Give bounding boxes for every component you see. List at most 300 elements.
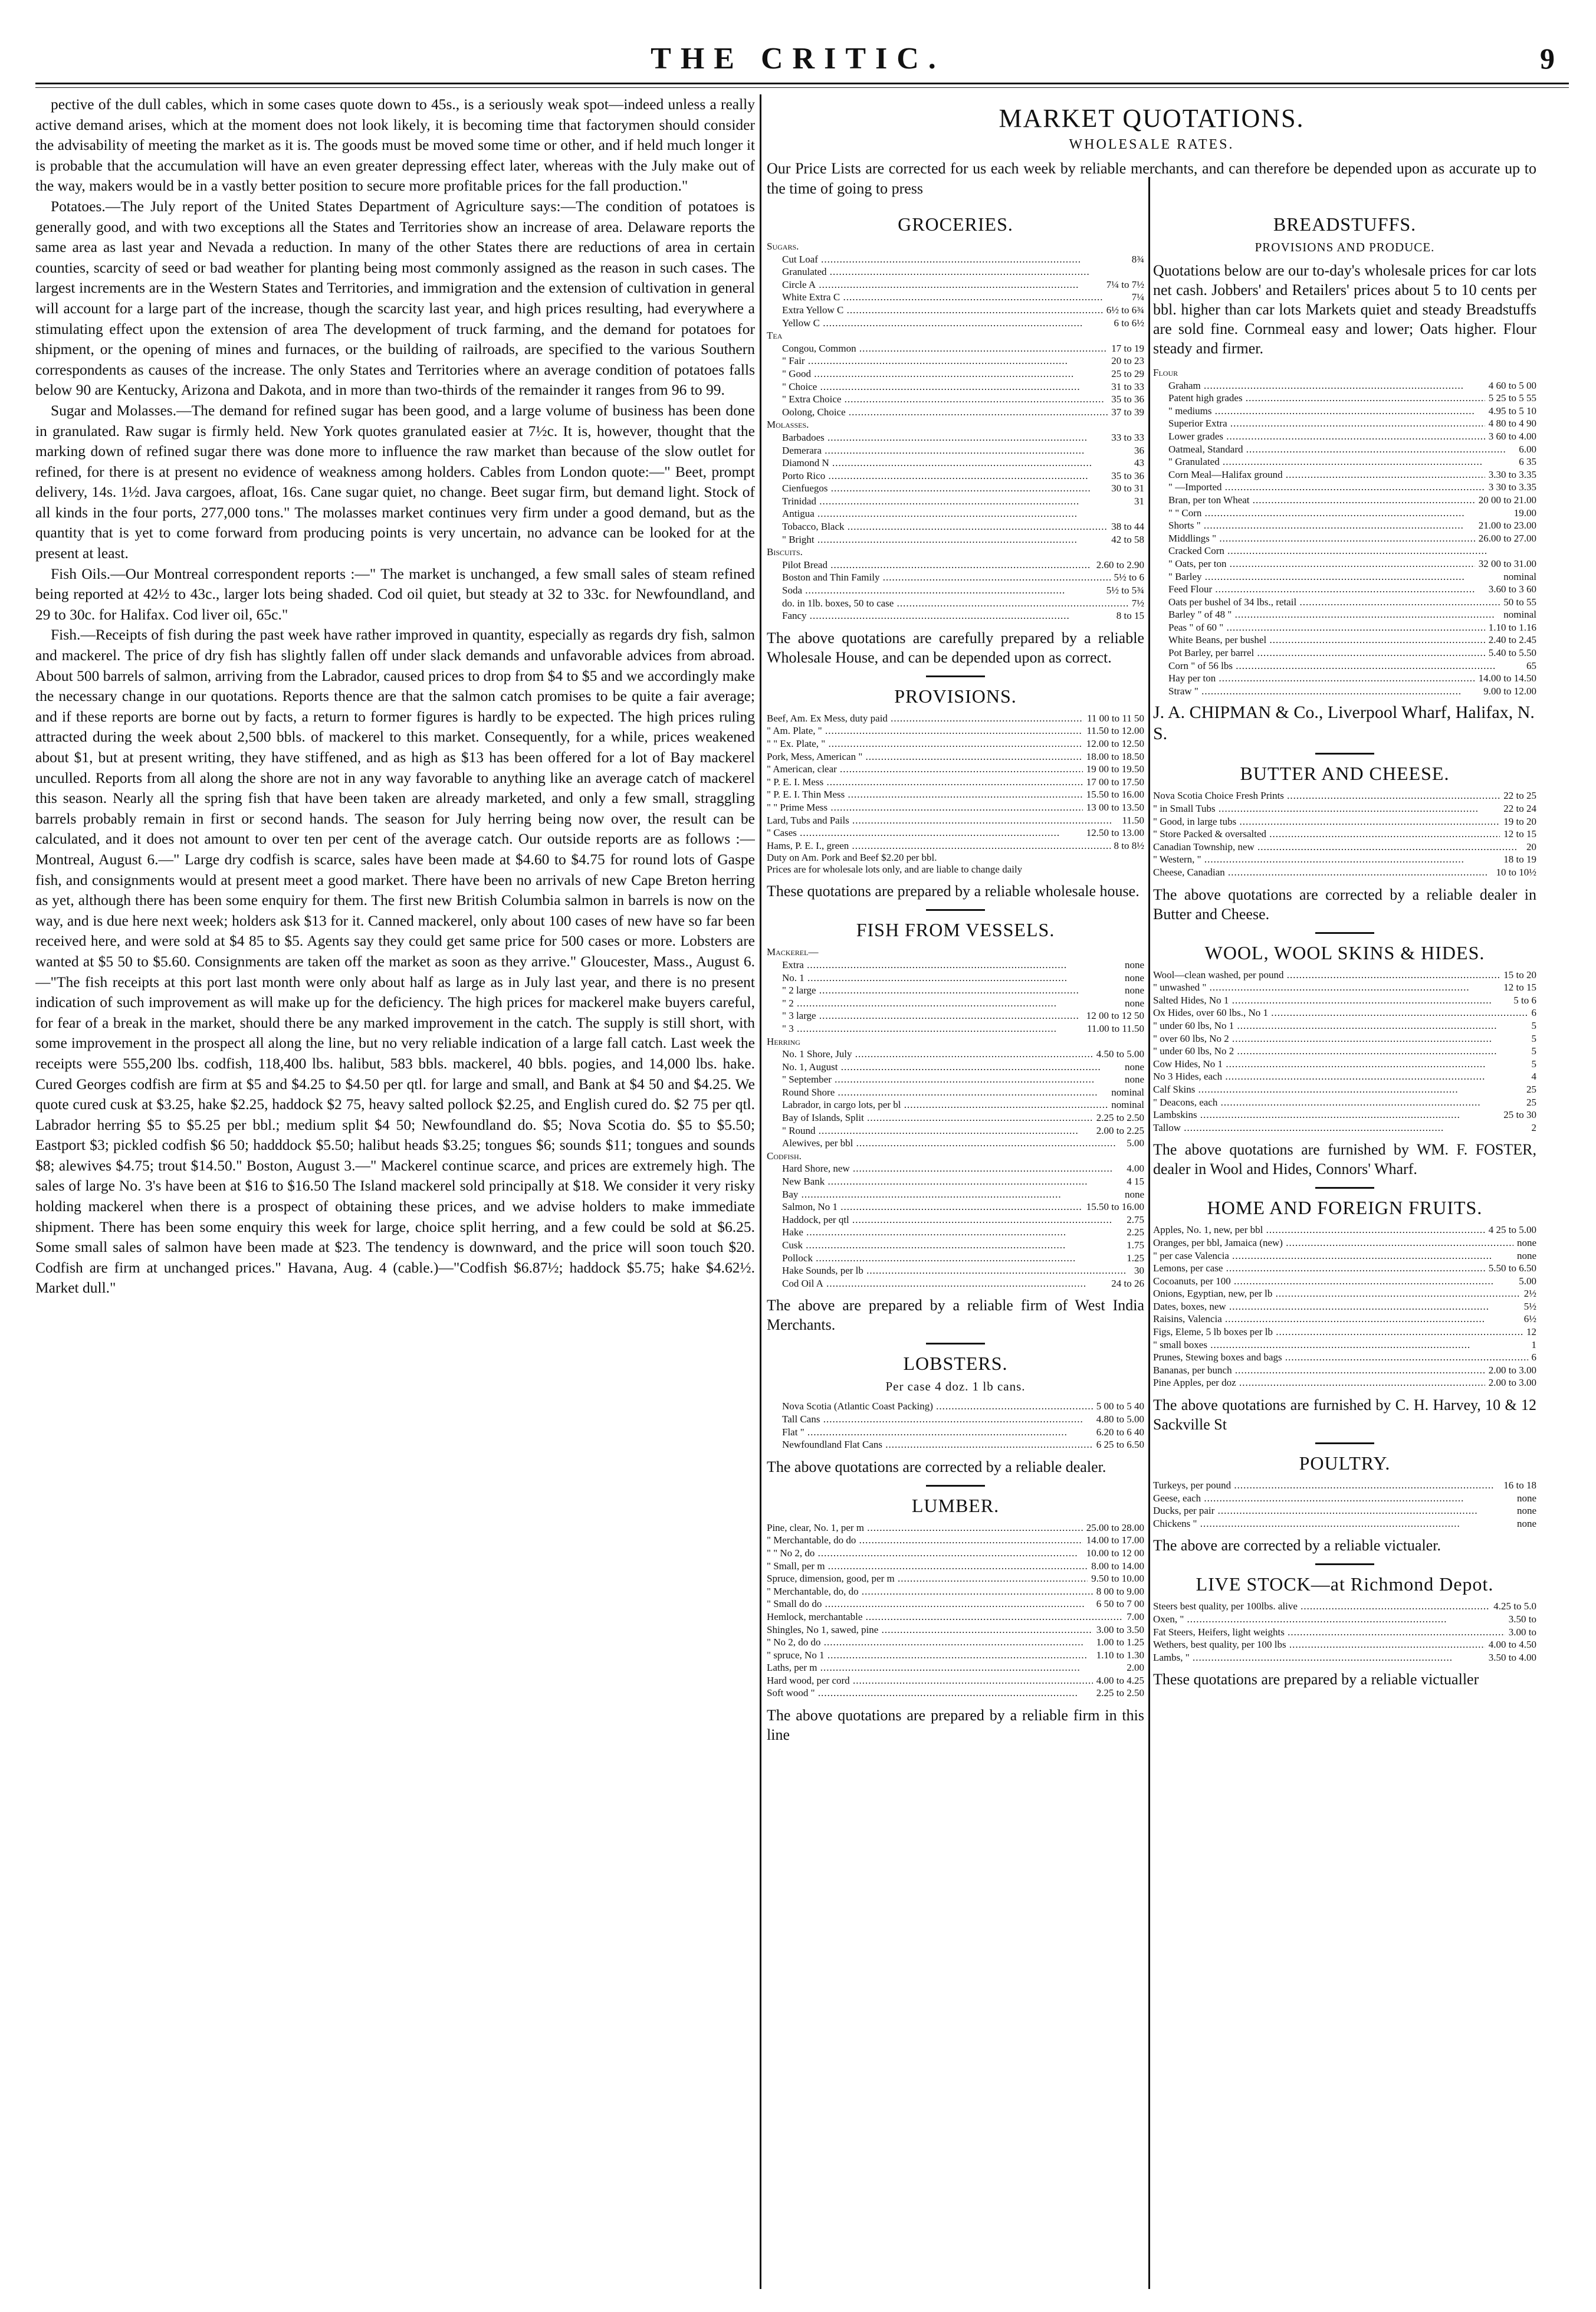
fish-section [767, 919, 1144, 1334]
price-row [1153, 1121, 1536, 1134]
item-label: " unwashed " ..... [1153, 981, 1500, 994]
item-price: 25 to 29 [1111, 368, 1144, 379]
item-price: 5 to 6 [1513, 994, 1536, 1006]
item-price: none [1124, 959, 1144, 970]
item-label: Porto Rico ..... [767, 470, 1108, 483]
price-row [1153, 1019, 1536, 1032]
price-row [1153, 1083, 1536, 1096]
item-label: Hake ..... [767, 1226, 1123, 1239]
item-price: 12 [1526, 1326, 1536, 1338]
price-row [1153, 532, 1536, 545]
fruits-note: The above quotations are furnished by C. H. Harvey, 10 & 12 Sackville St [1153, 1396, 1536, 1434]
price-row [1153, 366, 1536, 379]
price-row [767, 1098, 1144, 1111]
item-label: Straw " ..... [1153, 685, 1480, 698]
item-label: Cocoanuts, per 100 ..... [1153, 1275, 1515, 1288]
item-price: 1.10 to 1.16 [1488, 621, 1536, 633]
price-row [1153, 1651, 1536, 1664]
lobsters-subtitle: Per case 4 doz. 1 lb cans. [885, 1379, 1026, 1394]
item-label: " " Prime Mess ..... [767, 801, 1083, 814]
price-row [767, 1239, 1144, 1252]
item-label: " " Ex. Plate, " ..... [767, 737, 1083, 750]
item-price: 2.75 [1127, 1214, 1144, 1225]
price-row [767, 801, 1144, 814]
price-row [767, 1264, 1144, 1277]
price-row [767, 776, 1144, 789]
item-label: " No 2, do do ..... [767, 1636, 1093, 1649]
item-label: " in Small Tubs ..... [1153, 802, 1500, 815]
price-row [767, 972, 1144, 985]
item-price: 25 [1526, 1083, 1536, 1095]
item-label: Raisins, Valencia ..... [1153, 1313, 1521, 1326]
item-price: 5 [1531, 1058, 1536, 1070]
price-row [1153, 1492, 1536, 1505]
item-price: 3.30 to 3.35 [1488, 468, 1536, 480]
item-price: 21.00 to 23.00 [1478, 520, 1536, 532]
section-separator [1315, 1563, 1374, 1565]
item-label: " Small do do ..... [767, 1598, 1093, 1611]
section-separator [926, 1343, 985, 1344]
right-column [1153, 94, 1536, 2289]
item-label: Fancy ..... [767, 609, 1113, 622]
price-row [767, 393, 1144, 406]
item-label: Lard, Tubs and Pails ..... [767, 814, 1118, 827]
price-row [1153, 1070, 1536, 1083]
item-label: Laths, per m ..... [767, 1661, 1123, 1674]
price-row [767, 1137, 1144, 1150]
item-price: 22 to 25 [1503, 790, 1536, 802]
item-price: 6.20 to 6 40 [1096, 1426, 1144, 1438]
price-row [767, 1413, 1144, 1426]
item-label: Flat " ..... [767, 1426, 1093, 1439]
item-label: Nova Scotia (Atlantic Coast Packing) ..... [767, 1400, 1093, 1413]
item-price: 5 25 to 5 55 [1488, 392, 1536, 404]
price-row [1153, 1262, 1536, 1275]
item-price: 12.00 to 12.50 [1086, 738, 1144, 749]
item-price: 15.50 to 16.00 [1086, 789, 1144, 801]
item-label: Labrador, in cargo lots, per bl ..... [767, 1098, 1108, 1111]
item-label: " Choice ..... [767, 381, 1108, 393]
price-row [767, 814, 1144, 827]
price-row [1153, 596, 1536, 609]
breadstuffs-section [1153, 214, 1536, 745]
item-label: " over 60 lbs, No 2 ..... [1153, 1032, 1528, 1045]
section-separator [1315, 1442, 1374, 1444]
breadstuffs-title: BREADSTUFFS. [1273, 214, 1417, 235]
item-price: 4.00 [1127, 1163, 1144, 1175]
item-label: Barbadoes ..... [767, 431, 1108, 444]
price-row [1153, 545, 1536, 557]
item-price: 42 to 58 [1111, 533, 1144, 545]
item-label: Pot Barley, per barrel ..... [1153, 647, 1485, 660]
item-price: 6 to 6½ [1114, 317, 1144, 329]
price-row [1153, 1517, 1536, 1530]
item-price: 17 00 to 17.50 [1086, 776, 1144, 788]
item-label: Oolong, Choice ..... [767, 406, 1108, 419]
item-price: 3 60 to 4.00 [1488, 430, 1536, 442]
price-row [1153, 1600, 1536, 1613]
item-price: 22 to 24 [1503, 803, 1536, 815]
livestock-section [1153, 1573, 1536, 1689]
price-row [1153, 557, 1536, 570]
price-row [767, 1277, 1144, 1290]
item-label: Salted Hides, No 1 ..... [1153, 994, 1510, 1007]
page-number: 9 [1540, 42, 1555, 75]
poultry-note: The above are corrected by a reliable victualer. [1153, 1537, 1441, 1555]
header-rule [35, 83, 1569, 84]
item-label: " September ..... [767, 1073, 1121, 1086]
price-row [1153, 608, 1536, 621]
price-row [1153, 621, 1536, 634]
price-row [767, 763, 1144, 776]
item-label: Fat Steers, Heifers, light weights ..... [1153, 1626, 1505, 1639]
item-price: 30 to 31 [1111, 483, 1144, 494]
section-separator [1315, 932, 1374, 934]
item-label: " Bright ..... [767, 533, 1108, 546]
item-label: Corn " of 56 lbs ..... [1153, 660, 1523, 673]
price-row [767, 1086, 1144, 1099]
item-label: Haddock, per qtl ..... [767, 1214, 1123, 1226]
item-label: " per case Valencia ..... [1153, 1250, 1513, 1262]
price-row [1153, 1275, 1536, 1288]
item-price: 2.25 to 2.50 [1096, 1687, 1144, 1699]
price-row [1153, 1109, 1536, 1121]
item-label: Ox Hides, over 60 lbs., No 1 ..... [1153, 1006, 1528, 1019]
price-row [767, 1009, 1144, 1022]
price-row [767, 1188, 1144, 1201]
price-row [1153, 1096, 1536, 1109]
item-price: 1.75 [1127, 1239, 1144, 1251]
item-label: Feed Flour ..... [1153, 583, 1485, 596]
price-row [767, 1022, 1144, 1035]
butter-note: The above quotations are corrected by a reliable dealer in Butter and Cheese. [1153, 886, 1536, 923]
price-row [767, 1611, 1144, 1624]
item-price: 1 [1531, 1339, 1536, 1350]
item-price: none [1124, 1074, 1144, 1086]
price-row [1153, 1300, 1536, 1313]
item-price: 2.00 to 3.00 [1488, 1377, 1536, 1389]
provisions-note: These quotations are prepared by a reliable wholesale house. [767, 883, 1139, 900]
item-label: " P. E. I. Mess ..... [767, 776, 1083, 789]
item-label: Hay per ton ..... [1153, 672, 1475, 685]
item-label: Codfish. [767, 1150, 802, 1162]
price-row [767, 1201, 1144, 1214]
item-price: 11.00 to 11.50 [1087, 1022, 1144, 1034]
butter-price-table [1153, 789, 1536, 878]
item-label: Apples, No. 1, new, per bbl ..... [1153, 1224, 1485, 1237]
price-row [1153, 1250, 1536, 1262]
item-price: 5.50 to 6.50 [1488, 1262, 1536, 1274]
item-price: 2.00 to 3.00 [1488, 1364, 1536, 1376]
item-price: 33 to 33 [1111, 431, 1144, 443]
item-label: Peas " of 60 " ..... [1153, 621, 1485, 634]
item-price [1533, 545, 1536, 557]
lumber-section [767, 1495, 1144, 1744]
item-label: White Extra C ..... [767, 291, 1128, 304]
price-row [767, 1624, 1144, 1637]
price-row [767, 1636, 1144, 1649]
price-row [767, 1674, 1144, 1687]
item-price: nominal [1111, 1086, 1144, 1098]
item-price: none [1124, 1061, 1144, 1073]
item-label: Soda ..... [767, 584, 1103, 597]
item-label: " 3 large ..... [767, 1009, 1083, 1022]
price-row [1153, 1313, 1536, 1326]
price-row [767, 959, 1144, 972]
item-label: " " Corn ..... [1153, 507, 1510, 520]
item-label: Boston and Thin Family ..... [767, 571, 1111, 584]
price-row [767, 1572, 1144, 1585]
item-label: " Merchantable, do, do ..... [767, 1585, 1093, 1598]
price-row [767, 253, 1144, 266]
item-price [1141, 946, 1144, 959]
item-price: 31 [1134, 495, 1144, 507]
item-label: " spruce, No 1 ..... [767, 1649, 1093, 1662]
item-price: 18.00 to 18.50 [1086, 750, 1144, 762]
price-row [1153, 866, 1536, 879]
price-row [767, 597, 1144, 610]
section-separator [926, 909, 985, 911]
groceries-section [767, 214, 1144, 667]
item-label: Cut Loaf ..... [767, 253, 1128, 266]
item-label: Spruce, dimension, good, per m ..... [767, 1572, 1088, 1585]
price-row [767, 827, 1144, 839]
item-label: Chickens " ..... [1153, 1517, 1513, 1530]
item-price: 65 [1526, 660, 1536, 671]
item-price: 10 to 10½ [1496, 867, 1536, 878]
breadstuffs-subtitle: PROVISIONS AND PRODUCE. [1255, 240, 1435, 254]
livestock-price-table [1153, 1600, 1536, 1664]
item-price: 5 [1531, 1019, 1536, 1031]
item-price: 12 00 to 12 50 [1086, 1010, 1144, 1022]
price-row [767, 997, 1144, 1010]
price-row [767, 546, 1144, 559]
price-row [767, 431, 1144, 444]
item-label: do. in 1lb. boxes, 50 to case ..... [767, 597, 1128, 610]
wool-section [1153, 942, 1536, 1179]
item-label: Tea [767, 330, 783, 342]
item-label: Cheese, Canadian ..... [1153, 866, 1493, 879]
price-row [1153, 519, 1536, 532]
wool-title: WOOL, WOOL SKINS & HIDES. [1204, 942, 1485, 963]
item-label: Yellow C ..... [767, 317, 1111, 330]
item-label: " Granulated ..... [1153, 455, 1515, 468]
price-row [1153, 647, 1536, 660]
item-price: 3.60 to 3 60 [1488, 583, 1536, 595]
price-row [767, 1226, 1144, 1239]
provisions-title: PROVISIONS. [894, 685, 1017, 707]
price-row [767, 1073, 1144, 1086]
market-quotations-header [767, 97, 1536, 204]
poultry-title: POULTRY. [1299, 1452, 1391, 1474]
item-label: No. 1 Shore, July ..... [767, 1048, 1093, 1061]
price-row [1153, 969, 1536, 982]
lobsters-note: The above quotations are corrected by a reliable dealer. [767, 1458, 1106, 1475]
price-row [1153, 1351, 1536, 1364]
item-label: " Small, per m ..... [767, 1560, 1088, 1573]
item-label: Salmon, No 1 ..... [767, 1201, 1083, 1214]
item-price: 2.00 [1127, 1662, 1144, 1674]
price-row [1153, 1237, 1536, 1250]
provisions-section [767, 686, 1144, 901]
item-price: 32 00 to 31.00 [1478, 557, 1536, 569]
item-price: 12.50 to 13.00 [1086, 827, 1144, 839]
price-row [1153, 443, 1536, 456]
item-price: 8¾ [1131, 253, 1144, 265]
price-row [767, 381, 1144, 393]
item-price: 2.00 to 2.25 [1096, 1124, 1144, 1136]
price-row [767, 1547, 1144, 1560]
item-label: Prunes, Stewing boxes and bags ..... [1153, 1351, 1528, 1364]
price-row [767, 507, 1144, 520]
item-label: Shingles, No 1, sawed, pine ..... [767, 1624, 1093, 1637]
item-label: Mackerel— [767, 946, 819, 958]
price-row [767, 788, 1144, 801]
price-row [767, 1175, 1144, 1188]
item-label: Granulated ..... [767, 265, 1141, 278]
item-label: Middlings " ..... [1153, 532, 1475, 545]
price-row [1153, 455, 1536, 468]
item-label: " Extra Choice ..... [767, 393, 1108, 406]
item-price: 12 to 15 [1503, 828, 1536, 840]
price-row [1153, 583, 1536, 596]
item-label: Nova Scotia Choice Fresh Prints ..... [1153, 789, 1500, 802]
price-row [767, 444, 1144, 457]
item-price: 10.00 to 12 00 [1086, 1547, 1144, 1559]
item-price: 4 60 to 5 00 [1488, 379, 1536, 391]
price-row [767, 240, 1144, 253]
price-row [1153, 1287, 1536, 1300]
item-label: Tall Cans ..... [767, 1413, 1093, 1426]
article-paragraph: Fish Oils.—Our Montreal correspondent reports :—" The market is unchanged, a few small sales of steam refined being reported at 42½ to 43c., larger lots being shaded. Cod oil quiet, but steady at 32 to 33c. for Newfoundland, and 29 to 30c. for Halifax. Cod liver oil, 65c." [35, 565, 755, 623]
item-label: Flour [1153, 367, 1178, 378]
item-price: 43 [1134, 457, 1144, 469]
price-row [767, 737, 1144, 750]
section-separator [926, 675, 985, 677]
item-price: 25 [1526, 1096, 1536, 1108]
price-row [1153, 481, 1536, 494]
item-price: none [1124, 1188, 1144, 1200]
item-label: Lemons, per case ..... [1153, 1262, 1485, 1275]
livestock-note: These quotations are prepared by a reliable victualler [1153, 1671, 1479, 1688]
price-row [767, 1111, 1144, 1124]
item-label: Onions, Egyptian, new, per lb ..... [1153, 1287, 1521, 1300]
item-price: 1.00 to 1.25 [1096, 1637, 1144, 1648]
item-price: 35 to 36 [1111, 393, 1144, 405]
price-row [767, 984, 1144, 997]
middle-column [767, 94, 1144, 2289]
item-price: 14.00 to 14.50 [1478, 673, 1536, 684]
item-price: 25 to 30 [1503, 1109, 1536, 1121]
item-price: 3 30 to 3.35 [1488, 481, 1536, 493]
item-price: 11.50 to 12.00 [1086, 725, 1144, 737]
item-price: 15.50 to 16.00 [1086, 1201, 1144, 1213]
item-price: 7½ [1131, 597, 1144, 609]
item-price: 6 35 [1519, 456, 1536, 468]
item-price [1141, 265, 1144, 278]
masthead-title: THE CRITIC. [651, 42, 945, 76]
price-row [767, 1521, 1144, 1534]
item-price: 19 00 to 19.50 [1086, 763, 1144, 775]
price-row [1153, 994, 1536, 1007]
item-price: 4.80 to 5.00 [1096, 1413, 1144, 1425]
item-label: Patent high grades ..... [1153, 392, 1485, 405]
livestock-title: LIVE STOCK—at Richmond Depot. [1196, 1573, 1494, 1595]
item-price: 4.95 to 5 10 [1488, 405, 1536, 417]
item-price: 11 00 to 11 50 [1087, 712, 1144, 724]
item-label: " Store Packed & oversalted ..... [1153, 828, 1500, 841]
provisions-fine-print: Duty on Am. Pork and Beef $2.20 per bbl. [767, 852, 937, 864]
breadstuffs-price-table [1153, 366, 1536, 697]
butter-title: BUTTER AND CHEESE. [1240, 763, 1450, 785]
item-label: " Good ..... [767, 368, 1108, 381]
price-row [767, 482, 1144, 495]
item-price: 8 00 to 9.00 [1096, 1585, 1144, 1597]
article-paragraph: Potatoes.—The July report of the United States Department of Agriculture says:—The condition of potatoes is generally good, and with two exceptions all the States and Territories show an increase of area. Delaware reports the same area as last year and Nevada a reduction. In many of the other States there are reductions of area in certain counties, scarcity of seed or bad weather for planting being most commonly assigned as the reason in such cases. The largest increments are in the Western States and Territories, and immigration and the extension of cultivation in general will account for a large part of the increase, though the scarcity last year, and high prices resulting, had everywhere a stimulating effect upon the extension of area The development of truck farming, and the demand for potatoes for shipment, or the opening of mines and furnaces, or the building of railroads, are specified to the various Southern correspondents as causes of the increase. The only States and Territories where an average condition of potatoes falls below 90 are Kentucky, Arizona and Dakota, and in more than two-thirds of the remainder it ranges from 96 to 99. [35, 197, 755, 399]
item-label: Dates, boxes, new ..... [1153, 1300, 1521, 1313]
price-row [1153, 1045, 1536, 1058]
item-price: 4 80 to 4 90 [1488, 418, 1536, 429]
fruits-title: HOME AND FOREIGN FRUITS. [1207, 1197, 1483, 1219]
price-row [767, 584, 1144, 597]
market-title: MARKET QUOTATIONS. [999, 104, 1305, 133]
item-label: Turkeys, per pound ..... [1153, 1479, 1500, 1492]
item-price: 2.60 to 2.90 [1096, 559, 1144, 570]
item-price: 37 to 39 [1111, 406, 1144, 418]
item-price: 4.25 to 5.0 [1493, 1601, 1536, 1612]
item-label: Oranges, per bbl, Jamaica (new) ..... [1153, 1237, 1513, 1250]
price-row [1153, 1504, 1536, 1517]
item-price: 1.25 [1127, 1252, 1144, 1264]
price-row [767, 265, 1144, 278]
price-row [767, 1061, 1144, 1074]
price-row [767, 317, 1144, 330]
item-label: Geese, each ..... [1153, 1492, 1513, 1505]
item-label: Oxen, " ..... [1153, 1613, 1505, 1626]
item-price: 6 [1531, 1007, 1536, 1019]
item-price: 8.00 to 14.00 [1091, 1560, 1144, 1572]
item-price: 20 [1526, 841, 1536, 852]
price-row [767, 750, 1144, 763]
item-price: 8 to 8½ [1114, 839, 1144, 851]
item-price: 3.00 to 3.50 [1096, 1624, 1144, 1635]
item-label: Figs, Eleme, 5 lb boxes per lb ..... [1153, 1326, 1523, 1339]
item-label: Lambs, " ..... [1153, 1651, 1485, 1664]
lobsters-title: LOBSTERS. [903, 1353, 1008, 1375]
item-price: 5.00 [1519, 1275, 1536, 1287]
price-row [767, 724, 1144, 737]
price-row [1153, 634, 1536, 647]
price-row [1153, 1638, 1536, 1651]
item-price: 9.00 to 12.00 [1483, 685, 1536, 697]
item-label: " Fair ..... [767, 355, 1108, 368]
item-price: 7¼ [1131, 291, 1144, 303]
section-separator [926, 1485, 985, 1487]
price-row [767, 1649, 1144, 1662]
item-label: " 2 ..... [767, 997, 1121, 1010]
fruits-section [1153, 1197, 1536, 1434]
item-label: Pork, Mess, American " ..... [767, 750, 1083, 763]
item-price: 20 00 to 21.00 [1478, 494, 1536, 506]
item-label: " Deacons, each ..... [1153, 1096, 1523, 1109]
item-label: " Am. Plate, " ..... [767, 724, 1083, 737]
header-rule-thin [35, 87, 1569, 88]
item-price: none [1124, 997, 1144, 1009]
item-price: 7.00 [1127, 1611, 1144, 1622]
item-label: " under 60 lbs, No 2 ..... [1153, 1045, 1528, 1058]
item-label: " —Imported ..... [1153, 481, 1485, 494]
item-price [1141, 1035, 1144, 1048]
